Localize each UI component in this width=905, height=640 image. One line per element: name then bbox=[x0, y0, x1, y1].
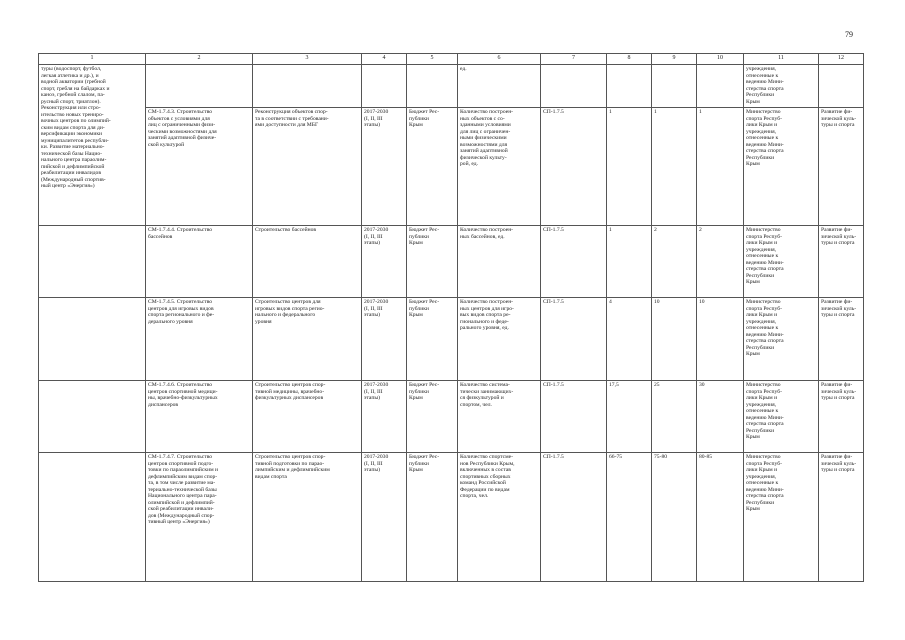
table-cell: СП-1.7.5 bbox=[541, 226, 607, 298]
table-cell: СП-1.7.5 bbox=[541, 381, 607, 453]
table-cell bbox=[407, 65, 458, 108]
table-cell: Количество построен- ных бассейнов, ед. bbox=[458, 226, 541, 298]
table-cell: Бюджет Рес- публики Крым bbox=[407, 108, 458, 226]
table-cell: Министерство спорта Респуб- лики Крым и учреждения, отнесенные к ведению Мини- стерства спорта Республики Крым bbox=[744, 453, 819, 582]
table-cell: 10 bbox=[697, 298, 744, 381]
table-cell: Количество спортсме- нов Республики Крым, включенных в состав спортивных сборных команд Российской Федерации по видам спорта, чел. bbox=[458, 453, 541, 582]
table-cell: Количество построен- ных центров для игро- вых видов спорта ре- гионального и феде- рального уровня, ед. bbox=[458, 298, 541, 381]
table-cell: Реконструкция объектов спор- та в соответствии с требовани- ями доступности для МБГ bbox=[253, 108, 362, 226]
table-cell: Строительство бассейнов bbox=[253, 226, 362, 298]
table-cell: Развитие фи- зической куль- туры и спорта bbox=[819, 381, 864, 453]
table-cell: СП-1.7.5 bbox=[541, 108, 607, 226]
table-cell: 75-80 bbox=[652, 453, 697, 582]
table-cell: 4 bbox=[607, 298, 652, 381]
table-cell bbox=[362, 65, 407, 108]
table-cell: Министерство спорта Респуб- лики Крым и учреждения, отнесенные к ведению Мини- стерства спорта Республики Крым bbox=[744, 298, 819, 381]
column-number: 5 bbox=[407, 54, 458, 65]
column-number: 2 bbox=[146, 54, 253, 65]
table-cell bbox=[819, 65, 864, 108]
table-cell: 1 bbox=[607, 226, 652, 298]
table-cell: Бюджет Рес- публики Крым bbox=[407, 453, 458, 582]
table-cell: Строительство центров спор- тивной медицины, врачебно- физкультурных диспансеров bbox=[253, 381, 362, 453]
table-cell: Развитие фи- зической куль- туры и спорта bbox=[819, 298, 864, 381]
table-cell: 2 bbox=[652, 226, 697, 298]
table-cell: СМ-1.7.4.6. Строительство центров спортивной медици- ны, врачебно-физкультурных диспансеров bbox=[146, 381, 253, 453]
table-cell bbox=[146, 65, 253, 108]
table-cell: 17,5 bbox=[607, 381, 652, 453]
table-cell: ед. bbox=[458, 65, 541, 108]
header-row bbox=[39, 54, 864, 65]
table-cell: Развитие фи- зической куль- туры и спорта bbox=[819, 226, 864, 298]
table-cell: 2017-2030 (I, II, III этапы) bbox=[362, 453, 407, 582]
task-description: туры (водоспорт, футбол, легкая атлетика и др.), и водной акватории (гребной спорт, гребля на байдарках и каноэ, гребной слалом, па- русный спорт, триатлон). Реконструкция или стро- ительство новых трениро- вочных центров по олимпий- ским видам спорта для ди- версификации экономики муниципалитетов республи- ки. Развитие материально- технической базы Нацио- нального центра параолим- пийской и дефлимпийской реабилитации инвалидов (Международный спортив- ный центр «Энергия») bbox=[39, 65, 146, 226]
table-cell: 1 bbox=[652, 108, 697, 226]
column-number: 6 bbox=[458, 54, 541, 65]
table-cell: Развитие фи- зической куль- туры и спорта bbox=[819, 453, 864, 582]
table-cell: СП-1.7.5 bbox=[541, 453, 607, 582]
table-cell bbox=[697, 65, 744, 108]
table-row bbox=[39, 453, 864, 582]
table-cell: 2017-2030 (I, II, III этапы) bbox=[362, 381, 407, 453]
table-cell bbox=[607, 65, 652, 108]
column-number: 9 bbox=[652, 54, 697, 65]
table-cell: СП-1.7.5 bbox=[541, 298, 607, 381]
table-cell bbox=[39, 298, 146, 381]
table-cell: Развитие фи- зической куль- туры и спорта bbox=[819, 108, 864, 226]
table-cell: Бюджет Рес- публики Крым bbox=[407, 226, 458, 298]
table-cell: Министерство спорта Респуб- лики Крым и учреждения, отнесенные к ведению Мини- стерства спорта Республики Крым bbox=[744, 226, 819, 298]
table-row bbox=[39, 65, 864, 108]
table-cell: Министерство спорта Респуб- лики Крым и учреждения, отнесенные к ведению Мини- стерства спорта Республики Крым bbox=[744, 108, 819, 226]
table-cell: Строительство центров спор- тивной подготовки по параo- лимпийским и дефлимпийским видам спорта bbox=[253, 453, 362, 582]
table-cell: 66-75 bbox=[607, 453, 652, 582]
column-number: 4 bbox=[362, 54, 407, 65]
table-cell: учреждения, отнесенные к ведению Мини- стерства спорта Республики Крым bbox=[744, 65, 819, 108]
measures-table bbox=[38, 53, 864, 582]
table-cell: 30 bbox=[697, 381, 744, 453]
table-cell: СМ-1.7.4.3. Строительство объектов с условиями для лиц с ограниченными физи- ческими возможностями для занятий адаптивной физиче- ской культурой bbox=[146, 108, 253, 226]
table-cell: 1 bbox=[697, 108, 744, 226]
table-cell bbox=[39, 453, 146, 582]
table-cell: СМ-1.7.4.5. Строительство центров для игровых видов спорта регионального и фе- дерального уровня bbox=[146, 298, 253, 381]
table-cell bbox=[541, 65, 607, 108]
table-cell bbox=[39, 226, 146, 298]
column-number: 3 bbox=[253, 54, 362, 65]
table-cell: Количество система- тически занимающих- ся физкультурой и спортом, чел. bbox=[458, 381, 541, 453]
table-cell: 10 bbox=[652, 298, 697, 381]
table-cell: 2017-2030 (I, II, III этапы) bbox=[362, 298, 407, 381]
table-row bbox=[39, 108, 864, 226]
column-number: 10 bbox=[697, 54, 744, 65]
column-number: 12 bbox=[819, 54, 864, 65]
table-cell: Бюджет Рес- публики Крым bbox=[407, 381, 458, 453]
column-number: 7 bbox=[541, 54, 607, 65]
table-cell bbox=[253, 65, 362, 108]
table-cell: 80-85 bbox=[697, 453, 744, 582]
column-number: 8 bbox=[607, 54, 652, 65]
table-cell bbox=[652, 65, 697, 108]
table-cell bbox=[39, 381, 146, 453]
table-cell: 2017-2030 (I, II, III этапы) bbox=[362, 108, 407, 226]
table-row bbox=[39, 298, 864, 381]
table-cell: 1 bbox=[607, 108, 652, 226]
column-number: 1 bbox=[39, 54, 146, 65]
table-cell: Количество построен- ных объектов с со- зданными условиями для лиц с ограничен- ными физическими возможностями для занятий адаптивной физической культу- рой, ед. bbox=[458, 108, 541, 226]
table-cell: 2 bbox=[697, 226, 744, 298]
table-cell: СМ-1.7.4.4. Строительство бассейнов bbox=[146, 226, 253, 298]
table-cell: СМ-1.7.4.7. Строительство центров спортивной подго- товки по параолимпийским и дефлимпийским видам спор- та, в том числе развитие ма- териально-технической базы Национального центра пара- олимпийской и дефлимпий- ской реабилитации инвали- дов (Международный спор- тивный центр «Энергия») bbox=[146, 453, 253, 582]
table-cell: Строительство центров для игровых видов спорта регио- нального и федерального уровня bbox=[253, 298, 362, 381]
table-cell: Бюджет Рес- публики Крым bbox=[407, 298, 458, 381]
page-number: 79 bbox=[845, 30, 853, 39]
table-row bbox=[39, 226, 864, 298]
table-row bbox=[39, 381, 864, 453]
table-cell: 25 bbox=[652, 381, 697, 453]
table-cell: Министерство спорта Респуб- лики Крым и учреждения, отнесенные к ведению Мини- стерства спорта Республики Крым bbox=[744, 381, 819, 453]
column-number: 11 bbox=[744, 54, 819, 65]
table-cell: 2017-2030 (I, II, III этапы) bbox=[362, 226, 407, 298]
